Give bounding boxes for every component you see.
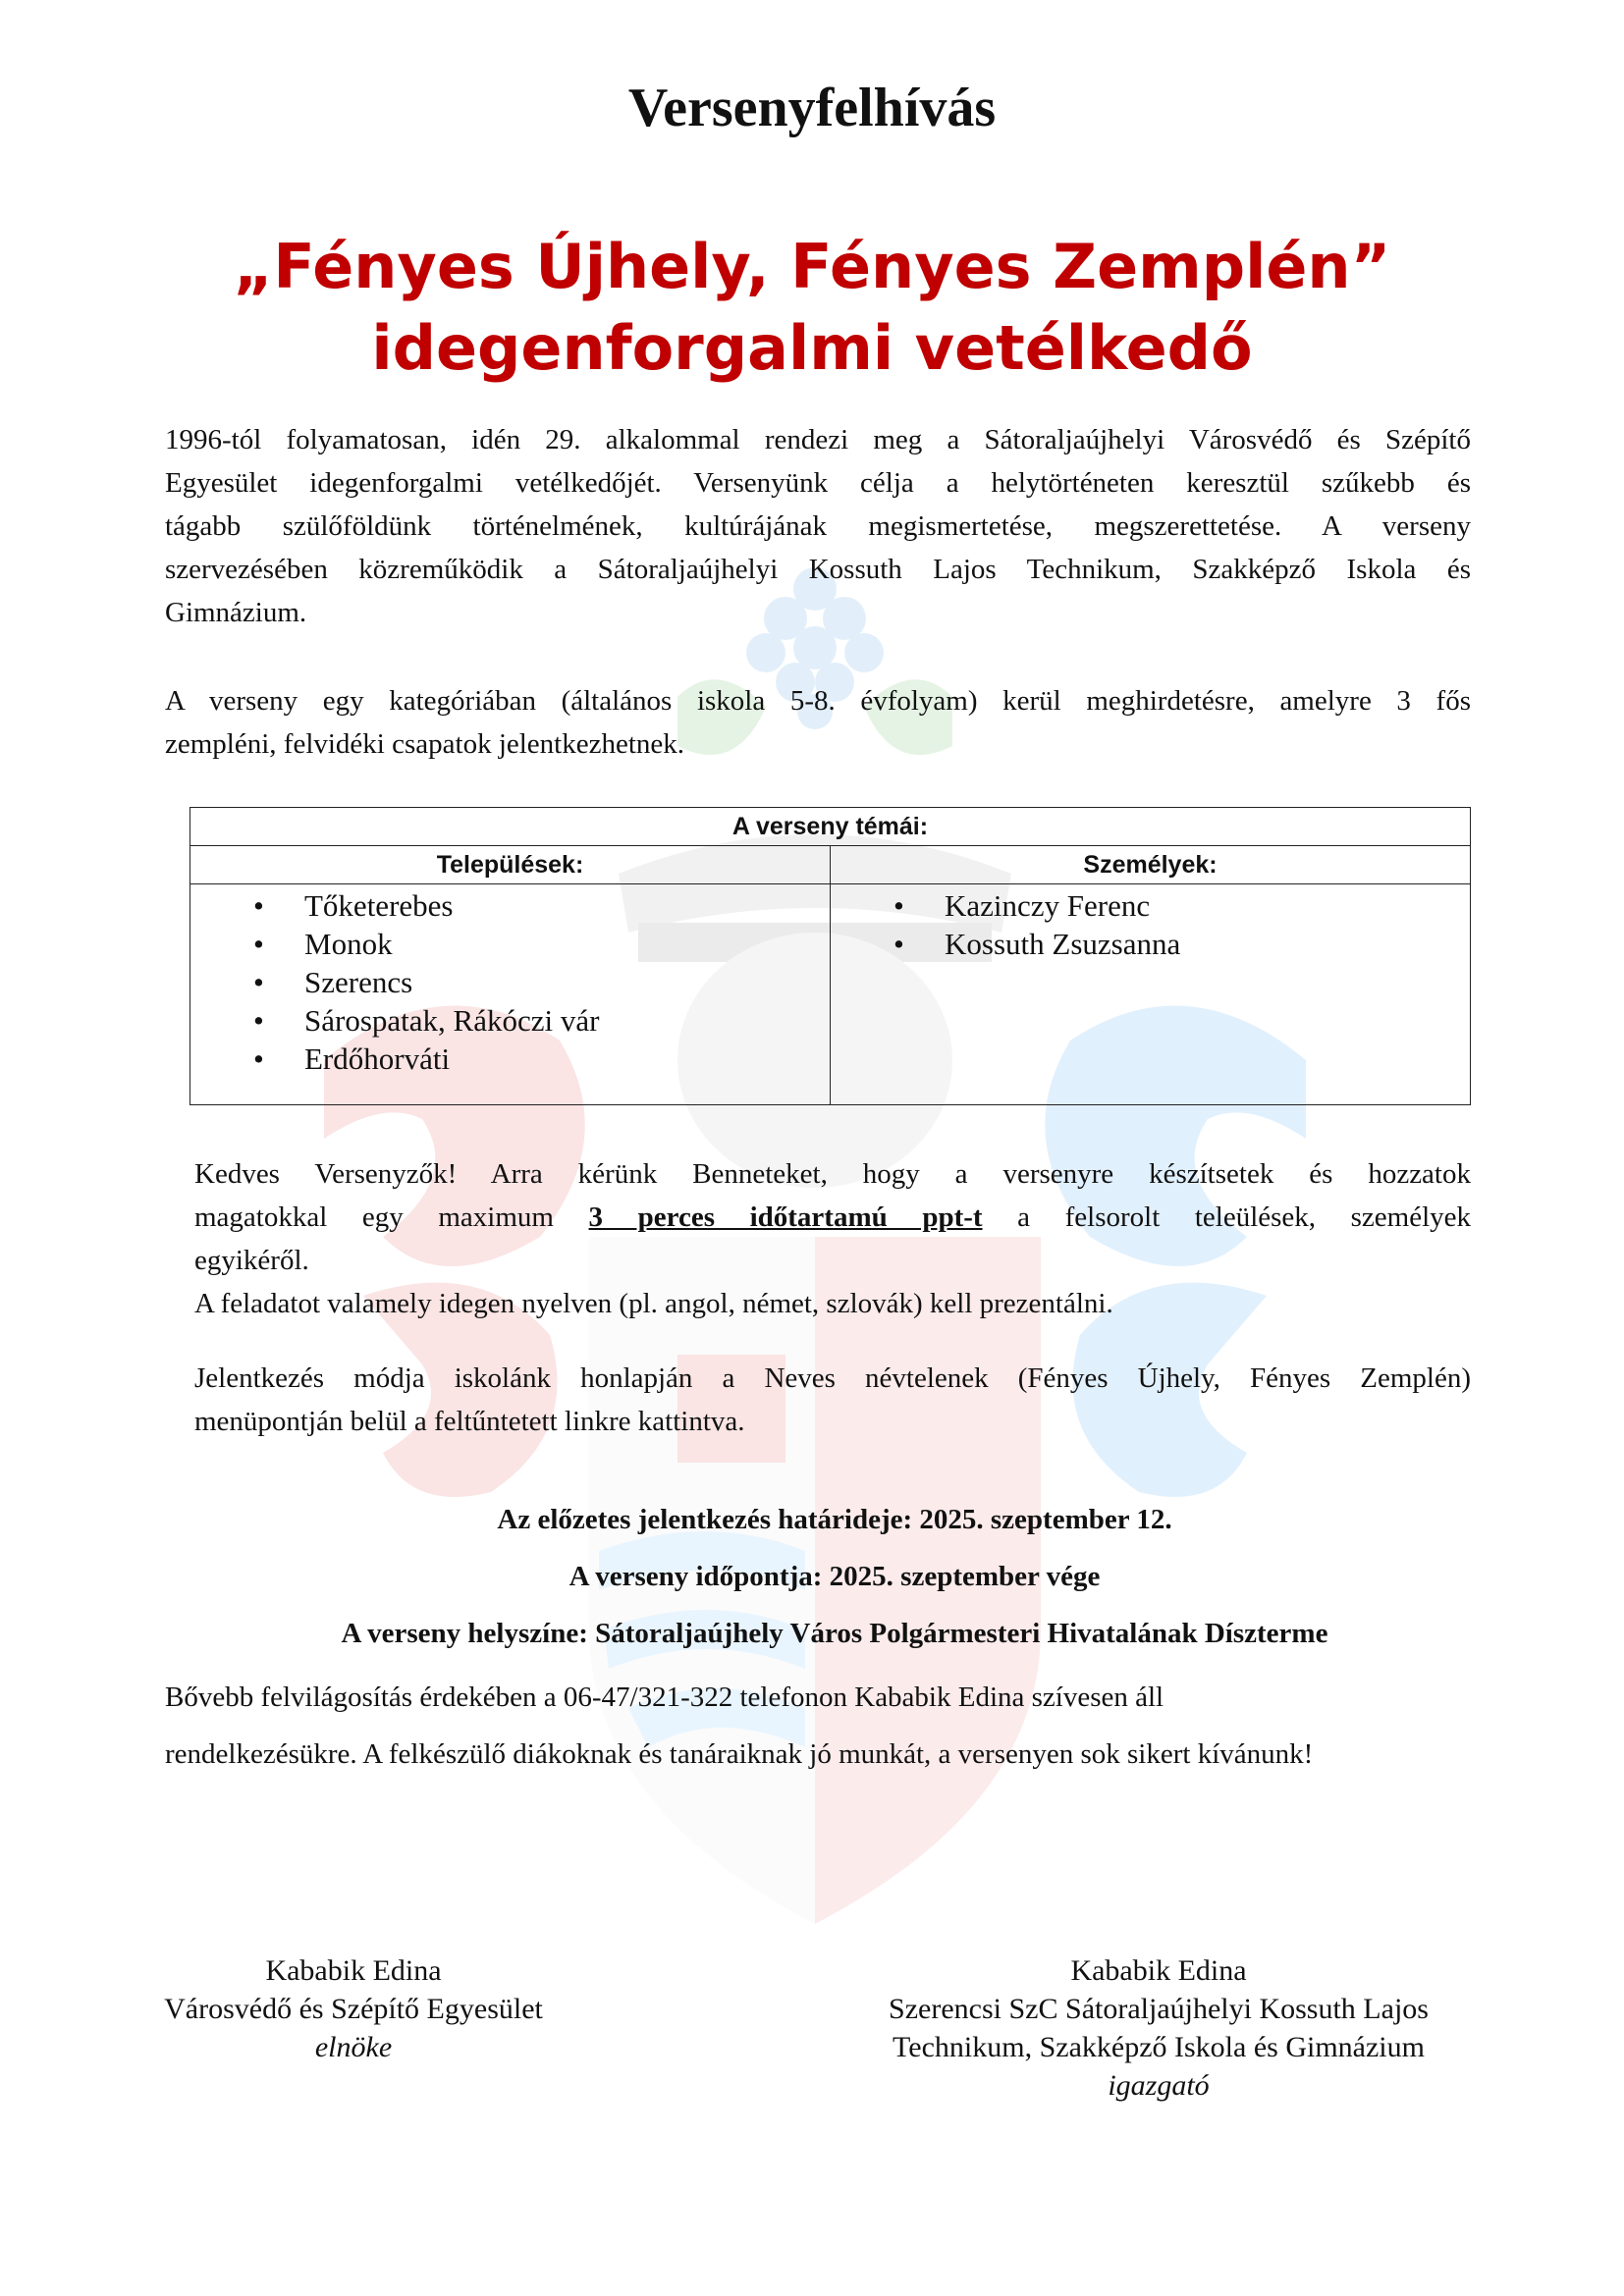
bullet-icon: • (893, 888, 904, 923)
category-paragraph (165, 679, 1471, 766)
registration-line: Jelentkezés módja iskolánk honlapján a Neves névtelenek (Fényes Újhely, Fényes Zemplén) (194, 1362, 1471, 1394)
signer-org: Városvédő és Szépítő Egyesület (164, 1993, 543, 2025)
places-header: Települések: (190, 846, 831, 884)
subtitle-line-2: idegenforgalmi vetélkedő (371, 312, 1253, 384)
deadline-line: Az előzetes jelentkezés határideje: 2025. szeptember 12. (497, 1504, 1172, 1535)
info-paragraph (165, 1669, 1500, 1783)
places-cell (190, 884, 831, 1105)
signature-left (137, 1951, 569, 2066)
signer-org: Technikum, Szakképző Iskola és Gimnázium (893, 2031, 1425, 2063)
signer-name: Kababik Edina (265, 1954, 442, 1987)
ppt-requirement: 3 perces időtartamú ppt-t (588, 1201, 983, 1233)
signer-org: Szerencsi SzC Sátoraljaújhelyi Kossuth Lajos (889, 1993, 1429, 2025)
people-list (831, 884, 1470, 963)
list-item: • Erdőhorváti (253, 1041, 451, 1076)
intro-line: tágabb szülőföldünk történelmének, kultúrájának megismertetése, megszerettetése. A verseny (165, 510, 1471, 542)
signer-name: Kababik Edina (1070, 1954, 1247, 1987)
bullet-icon: • (253, 927, 264, 961)
list-item: • Kossuth Zsuzsanna (893, 927, 1181, 961)
task-line: magatokkal egy maximum 3 perces időtartamú ppt-t a felsorolt teleülések, személyek (194, 1201, 1472, 1233)
bullet-icon: • (253, 888, 264, 923)
registration-line: menüpontján belül a feltűntetett linkre kattintva. (194, 1406, 745, 1437)
themes-table (189, 807, 1471, 1105)
date-line: A verseny időpontja: 2025. szeptember vége (568, 1561, 1101, 1592)
registration-paragraph (194, 1357, 1471, 1443)
intro-line: 1996-tól folyamatosan, idén 29. alkalommal rendezi meg a Sátoraljaújhelyi Városvédő és Szépítő (165, 424, 1471, 455)
list-item: • Sárospatak, Rákóczi vár (253, 1003, 600, 1038)
info-line: rendelkezésükre. A felkészülő diákoknak és tanáraiknak jó munkát, a versenyen sok sikert kívánunk! (165, 1738, 1314, 1770)
info-line: Bővebb felvilágosítás érdekében a 06-47/321-322 telefonon Kababik Edina szívesen áll (165, 1682, 1164, 1713)
intro-line: Egyesület idegenforgalmi vetélkedőjét. Versenyünk célja a helytörténeten keresztül szűkebb és (165, 467, 1471, 499)
people-header: Személyek: (831, 846, 1471, 884)
signer-role: igazgató (1108, 2069, 1210, 2102)
list-item: • Szerencs (253, 965, 413, 999)
list-item: • Monok (253, 927, 393, 961)
bullet-icon: • (253, 1041, 264, 1076)
task-line: Kedves Versenyzők! Arra kérünk Benneteket, hogy a versenyre készítsetek és hozzatok (194, 1158, 1471, 1190)
venue-line: A verseny helyszíne: Sátoraljaújhely Város Polgármesteri Hivatalának Díszterme (341, 1618, 1328, 1649)
intro-paragraph (165, 418, 1471, 634)
themes-caption: A verseny témái: (190, 808, 1471, 846)
bullet-icon: • (893, 927, 904, 961)
signer-role: elnöke (314, 2031, 393, 2063)
category-line: zempléni, felvidéki csapatok jelentkezhetnek. (165, 728, 685, 760)
subtitle-line-1: „Fényes Újhely, Fényes Zemplén” (233, 231, 1391, 302)
bullet-icon: • (253, 1003, 264, 1038)
places-list (190, 884, 830, 1078)
task-paragraph (194, 1152, 1471, 1325)
bullet-icon: • (253, 965, 264, 999)
task-line: A feladatot valamely idegen nyelven (pl. angol, német, szlovák) kell prezentálni. (194, 1288, 1113, 1319)
signature-right (844, 1951, 1473, 2105)
list-item: • Kazinczy Ferenc (893, 888, 1151, 923)
people-cell (831, 884, 1471, 1105)
page-title: Versenyfelhívás (627, 78, 997, 138)
intro-line: szervezésében közreműködik a Sátoraljaújhelyi Kossuth Lajos Technikum, Szakképző Iskola és (165, 554, 1471, 585)
category-line: A verseny egy kategóriában (általános iskola 5-8. évfolyam) kerül meghirdetésre, amelyre 3 fős (165, 685, 1471, 717)
list-item: • Tőketerebes (253, 888, 454, 923)
task-line: egyikéről. (194, 1245, 309, 1276)
intro-line: Gimnázium. (165, 597, 307, 628)
